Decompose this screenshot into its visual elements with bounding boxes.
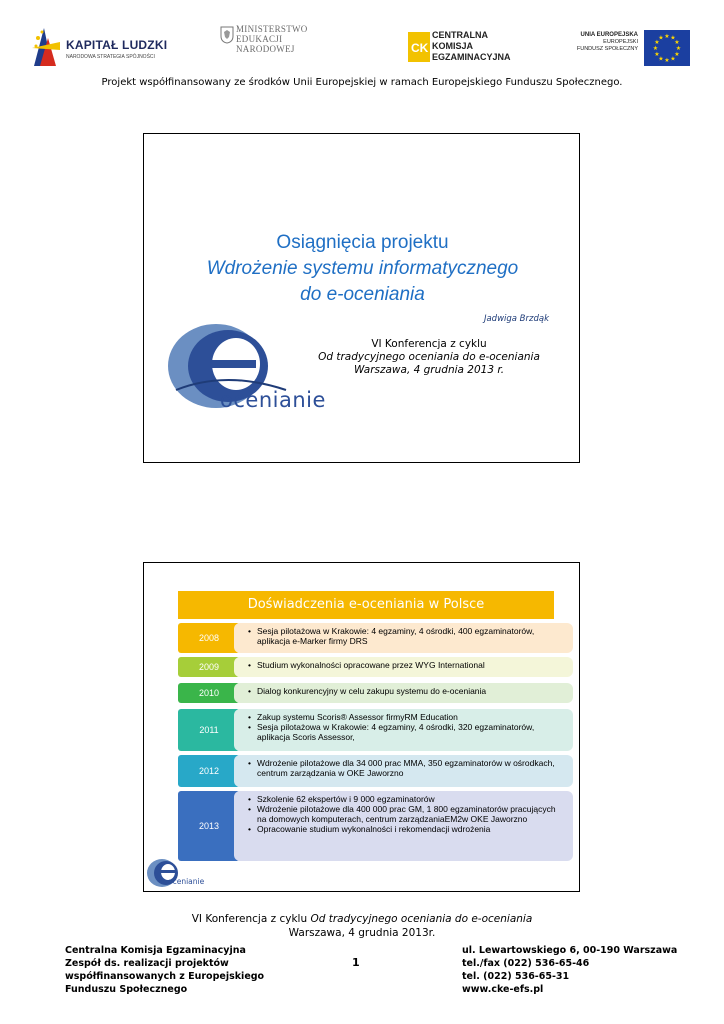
eu-line: EUROPEJSKI (603, 39, 638, 45)
ministry-logo (220, 24, 330, 72)
cke-emblem-icon (408, 32, 430, 62)
footer-organization (65, 944, 264, 996)
logo-header (0, 0, 724, 80)
timeline-item: • Sesja pilotażowa w Krakowie: 4 egzaminy, 4 ośrodki, 400 egzaminatorów, aplikacja e-Marker firmy DRS (248, 626, 567, 646)
svg-text:★: ★ (670, 55, 676, 63)
svg-text:★: ★ (652, 45, 659, 52)
svg-text:★: ★ (675, 45, 682, 52)
timeline-box (234, 657, 573, 677)
slide-timeline (143, 562, 580, 892)
timeline-row (178, 657, 573, 677)
timeline-item: • Studium wykonalności opracowane przez WYG International (248, 660, 567, 670)
small-logo-text: ocenianie (168, 877, 205, 886)
year-badge: 2012 (178, 755, 240, 787)
footer-left-line: Centralna Komisja Egzaminacyjna (65, 945, 246, 956)
footer-conference-line-1 (0, 912, 724, 926)
footer-phone-fax: tel./fax (022) 536-65-46 (462, 958, 590, 969)
cke-text (432, 30, 511, 63)
timeline-row (178, 683, 573, 703)
footer-website-link[interactable]: www.cke-efs.pl (462, 984, 544, 995)
year-badge: 2013 (178, 791, 240, 861)
svg-text:★: ★ (670, 34, 676, 42)
logo-text: ocenianie (220, 388, 326, 412)
ministry-line: EDUKACJI (236, 34, 283, 44)
svg-text:★: ★ (654, 51, 660, 58)
slide-title-heading (144, 230, 581, 308)
ministry-line: NARODOWEJ (236, 44, 295, 54)
timeline-item: • Opracowanie studium wykonalności i rekomendacji wdrożenia (248, 824, 567, 834)
timeline-row (178, 791, 573, 861)
eu-stars-icon (644, 30, 690, 66)
timeline-item: • Sesja pilotażowa w Krakowie: 4 egzaminy, 4 ośrodki, 320 egzaminatorów, aplikacja Scoris Assessor, (248, 722, 567, 742)
kapital-ludzki-emblem-icon (30, 26, 64, 70)
kapital-ludzki-subtitle: NARODOWA STRATEGIA SPÓJNOŚCI (66, 54, 155, 60)
year-badge: 2010 (178, 683, 240, 703)
svg-text:★: ★ (664, 57, 670, 64)
title-line-2: Wdrożenie systemu informatycznego (206, 258, 519, 279)
timeline-item: • Dialog konkurencyjny w celu zakupu systemu do e-oceniania (248, 686, 567, 696)
timeline-row (178, 755, 573, 787)
footer-conference-prefix: VI Konferencja z cyklu (191, 913, 311, 925)
footer-phone: tel. (022) 536-65-31 (462, 971, 570, 982)
title-line-3: do e-oceniania (300, 284, 425, 305)
timeline-box (234, 623, 573, 653)
timeline-box (234, 755, 573, 787)
svg-text:★: ★ (658, 34, 664, 42)
cke-line: CENTRALNA (432, 30, 488, 40)
footer-left-line: współfinansowanych z Europejskiego (65, 971, 265, 982)
timeline-item: • Szkolenie 62 ekspertów i 9 000 egzaminatorów (248, 794, 567, 804)
timeline-box (234, 683, 573, 703)
timeline-row (178, 709, 573, 751)
footer-conference (0, 912, 724, 940)
conference-line-3: Warszawa, 4 grudnia 2013 r. (353, 364, 505, 376)
ministry-text (236, 24, 308, 54)
footer-left-line: Funduszu Społecznego (65, 984, 188, 995)
author-name: Jadwiga Brzdąk (483, 314, 549, 324)
svg-text:★: ★ (674, 39, 680, 46)
timeline-item: • Zakup systemu Scoris® Assessor firmyRM Education (248, 712, 567, 722)
timeline-row (178, 623, 573, 653)
eu-line: FUNDUSZ SPOŁECZNY (576, 46, 638, 52)
footer-conference-italic: Od tradycyjnego oceniania do e-oceniania (310, 913, 533, 925)
footer-address: ul. Lewartowskiego 6, 00-190 Warszawa (462, 945, 678, 956)
slide-title (143, 133, 580, 463)
conference-info (304, 338, 554, 377)
timeline-item: • Wdrożenie pilotażowe dla 400 000 prac GM, 1 800 egzaminatorów pracujących na domowych komputerach, centrum zarządzaniaEM2w OKE Jaworzno (248, 804, 567, 824)
year-badge: 2008 (178, 623, 240, 653)
svg-text:★: ★ (674, 51, 680, 58)
project-cofinancing-line: Projekt współfinansowany ze środków Unii Europejskiej w ramach Europejskiego Funduszu Społecznego. (101, 77, 623, 88)
page-number: 1 (352, 956, 360, 969)
conference-line-2: Od tradycyjnego oceniania do e-oceniania (318, 351, 540, 363)
timeline-box (234, 709, 573, 751)
svg-text:★: ★ (664, 33, 670, 40)
footer-contact (462, 944, 677, 996)
title-line-1: Osiągnięcia projektu (276, 232, 449, 253)
footer-conference-line-2: Warszawa, 4 grudnia 2013r. (288, 927, 436, 939)
svg-text:CK: CK (411, 41, 429, 55)
svg-text:★: ★ (658, 55, 664, 63)
cke-logo (408, 30, 538, 64)
eu-logo (574, 30, 694, 66)
timeline-header: Doświadczenia e-oceniania w Polsce (178, 591, 554, 619)
cke-line: KOMISJA (432, 41, 474, 51)
eagle-emblem-icon (220, 26, 234, 44)
kapital-ludzki-title: KAPITAŁ LUDZKI (66, 38, 168, 52)
footer-left-line: Zespół ds. realizacji projektów (65, 958, 229, 969)
year-badge: 2009 (178, 657, 240, 677)
ministry-line: MINISTERSTWO (236, 24, 308, 34)
timeline-item: • Wdrożenie pilotażowe dla 34 000 prac MMA, 350 egzaminatorów w ośrodkach, centrum zarządzania w OKE Jaworzno (248, 758, 567, 778)
eu-flag-icon (644, 30, 690, 66)
conference-line-1: VI Konferencja z cyklu (371, 338, 487, 350)
eu-text (574, 32, 638, 53)
kapital-ludzki-logo (30, 26, 170, 70)
svg-text:★: ★ (654, 39, 660, 46)
year-badge: 2011 (178, 709, 240, 751)
cke-line: EGZAMINACYJNA (432, 52, 511, 62)
timeline-box (234, 791, 573, 861)
eu-line: UNIA EUROPEJSKA (580, 32, 638, 38)
